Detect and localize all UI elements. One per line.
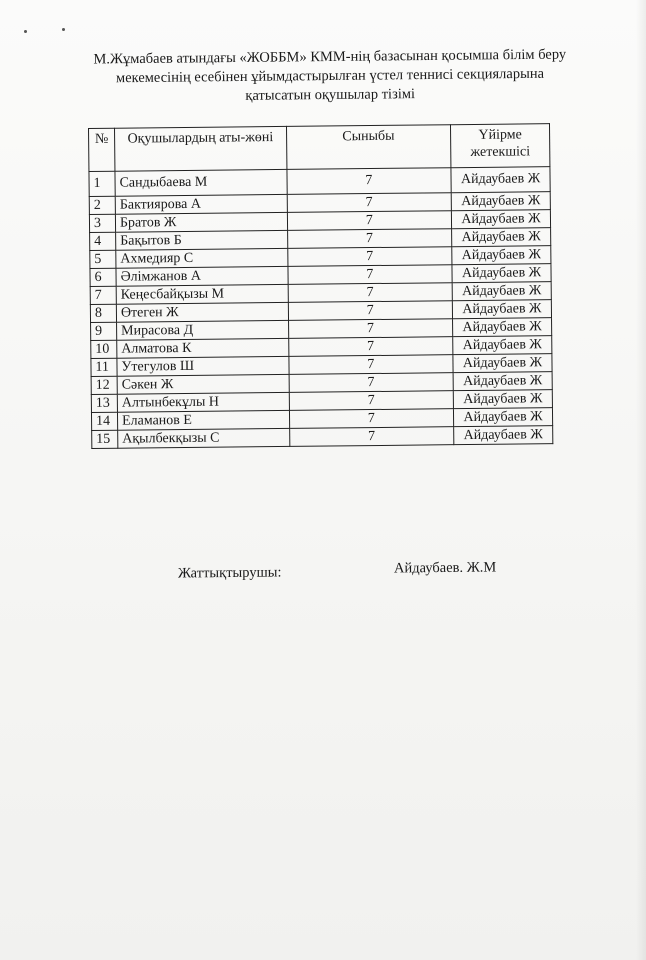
- student-grade: 7: [289, 373, 454, 393]
- row-number: 10: [91, 340, 117, 358]
- student-name: Сандыбаева М: [115, 169, 287, 196]
- student-name: Әлімжанов А: [116, 266, 288, 286]
- row-number: 6: [90, 268, 116, 286]
- student-grade: 7: [289, 355, 454, 375]
- row-number: 3: [89, 214, 115, 232]
- row-number: 15: [92, 430, 118, 448]
- header-num: №: [89, 128, 115, 171]
- student-grade: 7: [289, 409, 454, 429]
- signature-label: Жаттықтырушы:: [177, 564, 282, 582]
- coach-name: Айдаубаев Ж: [453, 408, 552, 427]
- coach-name: Айдаубаев Ж: [452, 228, 551, 247]
- student-name: Ақылбекқызы С: [118, 428, 290, 448]
- document-title: [70, 45, 591, 107]
- page-edge-shadow: [636, 0, 646, 960]
- student-name: Сәкен Ж: [117, 374, 289, 394]
- student-name: Алматова К: [117, 338, 289, 358]
- coach-name: Айдаубаев Ж: [453, 390, 552, 409]
- student-grade: 7: [288, 301, 453, 321]
- student-grade: 7: [287, 211, 452, 231]
- student-name: Еламанов Е: [117, 410, 289, 430]
- header-coach: Үйірме жетекшісі: [451, 124, 550, 168]
- row-number: 14: [91, 412, 117, 430]
- coach-name: Айдаубаев Ж: [453, 318, 552, 337]
- student-grade: 7: [287, 247, 452, 267]
- student-grade: 7: [287, 193, 452, 213]
- table-header-row: [89, 124, 550, 172]
- row-number: 12: [91, 376, 117, 394]
- student-name: Кеңесбайқызы М: [116, 284, 288, 304]
- coach-name: Айдаубаев Ж: [451, 167, 550, 193]
- row-number: 11: [91, 358, 117, 376]
- student-name: Мирасова Д: [117, 320, 289, 340]
- coach-name: Айдаубаев Ж: [453, 372, 552, 391]
- row-number: 9: [91, 322, 117, 340]
- row-number: 4: [90, 232, 116, 250]
- coach-name: Айдаубаев Ж: [453, 354, 552, 373]
- header-grade: Сыныбы: [286, 125, 451, 170]
- row-number: 7: [90, 286, 116, 304]
- title-line-2: мекемесінің есебінен ұйымдастырылған үстел теннисі секцияларына: [115, 65, 545, 87]
- table-row: [92, 426, 553, 449]
- coach-name: Айдаубаев Ж: [452, 300, 551, 319]
- student-name: Бактиярова А: [115, 194, 287, 214]
- coach-name: Айдаубаев Ж: [452, 246, 551, 265]
- coach-name: Айдаубаев Ж: [454, 426, 553, 445]
- student-grade: 7: [288, 319, 453, 339]
- signature-name: Айдаубаев. Ж.М: [393, 559, 497, 577]
- row-number: 1: [89, 171, 115, 196]
- student-grade: 7: [289, 391, 454, 411]
- student-name: Ахмедияр С: [116, 248, 288, 268]
- speck-mark: [62, 28, 65, 31]
- student-grade: 7: [287, 229, 452, 249]
- title-line-1: М.Жұмабаев атындағы «ЖОББМ» КММ-нің базасынан қосымша білім беру: [93, 46, 567, 68]
- student-name: Утегулов Ш: [117, 356, 289, 376]
- student-grade: 7: [288, 283, 453, 303]
- header-name: Оқушылардың аты-жөні: [114, 126, 286, 171]
- row-number: 13: [91, 394, 117, 412]
- title-line-3: қатысатын оқушылар тізімі: [245, 86, 416, 104]
- row-number: 8: [90, 304, 116, 322]
- student-grade: 7: [288, 265, 453, 285]
- coach-name: Айдаубаев Ж: [452, 264, 551, 283]
- student-name: Алтынбекұлы Н: [117, 392, 289, 412]
- row-number: 5: [90, 250, 116, 268]
- coach-name: Айдаубаев Ж: [451, 192, 550, 211]
- coach-name: Айдаубаев Ж: [452, 282, 551, 301]
- coach-name: Айдаубаев Ж: [453, 336, 552, 355]
- speck-mark: [24, 30, 27, 33]
- row-number: 2: [89, 196, 115, 214]
- student-grade: 7: [287, 168, 452, 195]
- student-name: Бақытов Б: [116, 230, 288, 250]
- students-table: [88, 123, 553, 449]
- student-grade: 7: [288, 337, 453, 357]
- coach-name: Айдаубаев Ж: [451, 210, 550, 229]
- student-name: Братов Ж: [115, 212, 287, 232]
- student-name: Өтеген Ж: [116, 302, 288, 322]
- student-grade: 7: [289, 427, 454, 447]
